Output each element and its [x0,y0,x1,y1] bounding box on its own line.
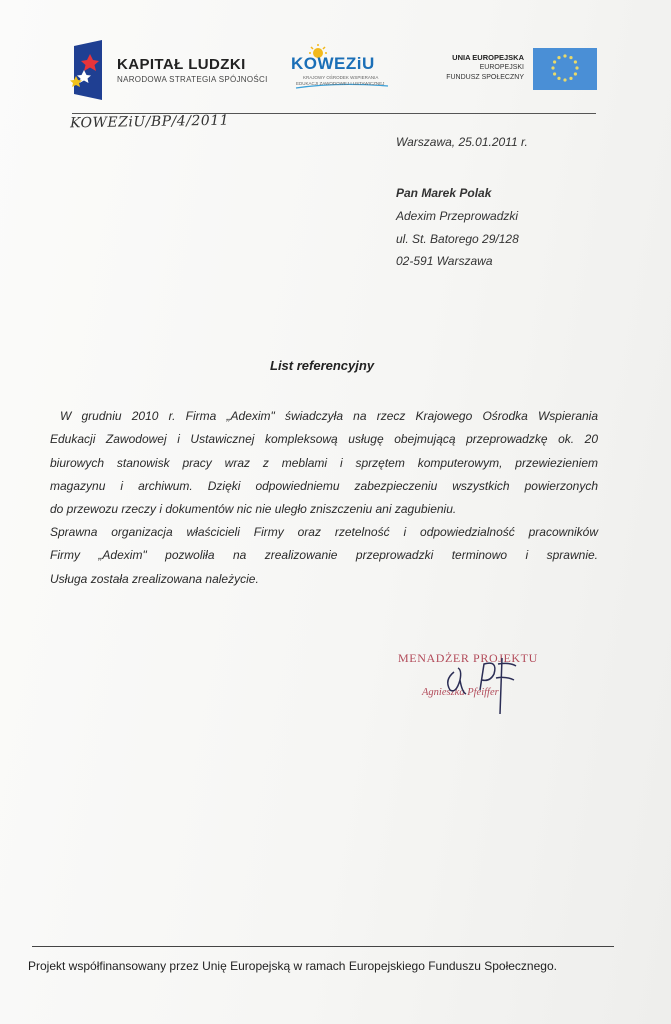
letter-date: Warszawa, 25.01.2011 r. [396,135,528,149]
footer-funding-note: Projekt współfinansowany przez Unię Europejską w ramach Europejskiego Funduszu Społecznego. [28,959,557,973]
eu-label-line2: EUROPEJSKI [479,64,524,71]
signature-icon [436,650,546,720]
footer-divider [32,946,614,947]
addressee-city: 02-591 Warszawa [396,254,493,268]
koweziu-subtitle-line1: KRAJOWY OŚRODEK WSPIERANIA [303,75,379,80]
body-line: biurowych stanowisk pracy wraz z meblami i sprzętem komputerowym, przewiezieniem [50,455,598,470]
reference-number: KOWEZiU/BP/4/2011 [69,112,230,132]
eu-flag-icon [533,48,597,90]
body-line: Edukacji Zawodowej i Ustawicznej kompleksową usługę obejmującą przeprowadzkę ok. 20 [50,432,598,447]
koweziu-title: KOWEZiU [291,54,375,73]
eu-label-line1: UNIA EUROPEJSKA [452,53,524,62]
kapital-ludzki-subtitle: NARODOWA STRATEGIA SPÓJNOŚCI [117,75,268,84]
body-paragraph-1 [50,405,598,521]
stamp-name: Agnieszka Pfeiffer [422,687,499,698]
document-title: List referencyjny [270,358,375,373]
body-line: do przewozu rzeczy i dokumentów nic nie uległo zniszczeniu ani zagubieniu. [50,502,457,517]
addressee-company: Adexim Przeprowadzki [396,209,519,223]
stamp-role: MENADŻER PROJEKTU [398,651,538,665]
eu-label [428,53,524,83]
kapital-ludzki-title: KAPITAŁ LUDZKI [117,56,246,73]
body-line: magazynu i archiwum. Dzięki odpowiedniemu zabezpieczeniu wszystkich powierzonych [50,478,598,493]
koweziu-subtitle-line2: EDUKACJI ZAWODOWEJ I USTAWICZNEJ [296,81,385,86]
body-line: Firmy „Adexim" pozwoliła na zrealizowanie przeprowadzki terminowo i sprawnie. [50,548,598,563]
eu-label-line3: FUNDUSZ SPOŁECZNY [446,74,524,81]
addressee-name: Pan Marek Polak [396,186,492,200]
addressee-street: ul. St. Batorego 29/128 [396,232,519,246]
body-line: W grudniu 2010 r. Firma „Adexim" świadczyła na rzecz Krajowego Ośrodka Wspierania [60,409,598,423]
body-line: Sprawna organizacja właścicieli Firmy oraz rzetelność i odpowiedzialność pracowników [50,525,598,539]
kapital-ludzki-logo-icon [70,40,104,100]
body-line: Usługa została zrealizowana należycie. [50,571,259,586]
body-paragraph-2 [50,521,598,591]
